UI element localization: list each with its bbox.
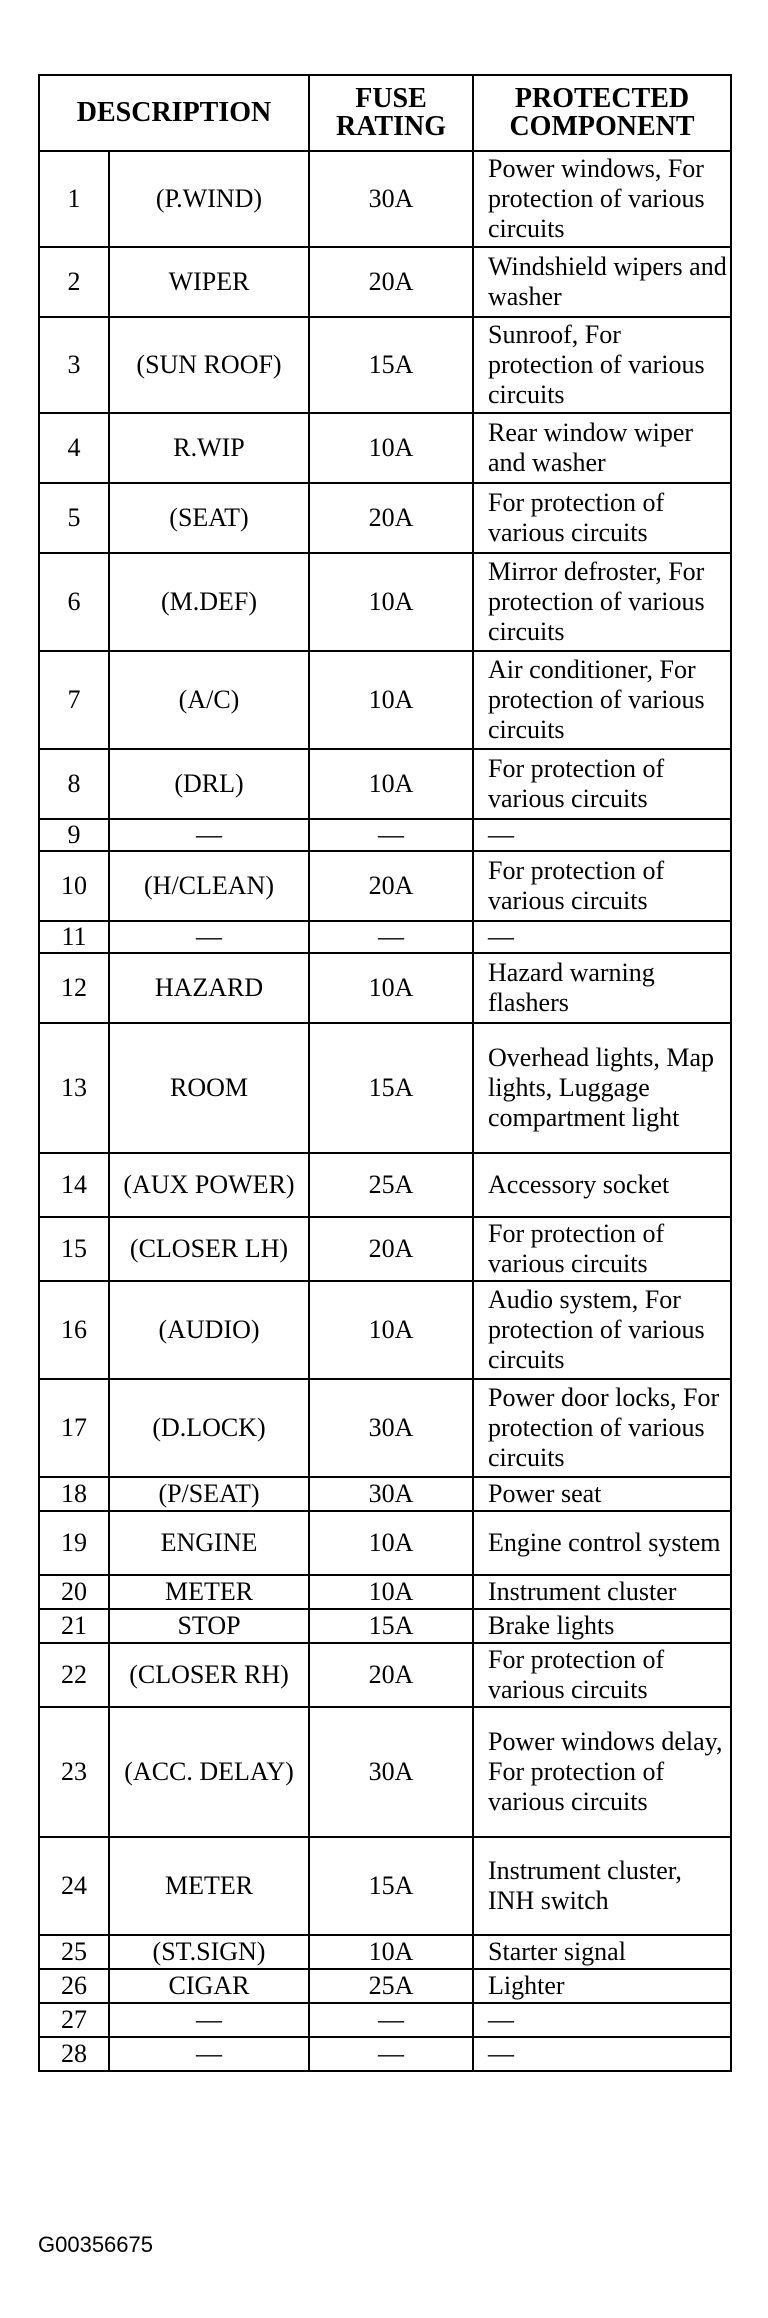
fuse-rating: 20A: [309, 851, 473, 921]
fuse-description: —: [109, 2037, 309, 2071]
protected-component: Mirror defroster, For protection of various circuits: [473, 553, 731, 651]
fuse-number: 16: [39, 1281, 109, 1379]
fuse-number: 25: [39, 1935, 109, 1969]
table-row: [39, 1217, 731, 1281]
fuse-number: 7: [39, 651, 109, 749]
fuse-description: (CLOSER RH): [109, 1643, 309, 1707]
protected-component: Audio system, For protection of various circuits: [473, 1281, 731, 1379]
fuse-table: [38, 74, 732, 2072]
table-row: [39, 1707, 731, 1837]
fuse-rating: 10A: [309, 1511, 473, 1575]
fuse-number: 28: [39, 2037, 109, 2071]
fuse-rating: 30A: [309, 1477, 473, 1511]
fuse-description: (AUDIO): [109, 1281, 309, 1379]
fuse-description: METER: [109, 1837, 309, 1935]
fuse-number: 14: [39, 1153, 109, 1217]
fuse-description: —: [109, 819, 309, 851]
fuse-rating: 10A: [309, 1575, 473, 1609]
fuse-description: ROOM: [109, 1023, 309, 1153]
fuse-rating: 10A: [309, 953, 473, 1023]
fuse-number: 24: [39, 1837, 109, 1935]
protected-component: Power windows, For protection of various circuits: [473, 151, 731, 247]
table-row: [39, 921, 731, 953]
fuse-rating: 10A: [309, 651, 473, 749]
fuse-number: 26: [39, 1969, 109, 2003]
fuse-number: 20: [39, 1575, 109, 1609]
fuse-rating: 20A: [309, 1217, 473, 1281]
table-row: [39, 1477, 731, 1511]
fuse-description: (D.LOCK): [109, 1379, 309, 1477]
protected-component: —: [473, 819, 731, 851]
table-row: [39, 1575, 731, 1609]
fuse-number: 2: [39, 247, 109, 317]
fuse-rating: 10A: [309, 1935, 473, 1969]
fuse-rating: 10A: [309, 413, 473, 483]
fuse-rating: 30A: [309, 151, 473, 247]
table-row: [39, 1609, 731, 1643]
fuse-description: (SEAT): [109, 483, 309, 553]
fuse-description: —: [109, 2003, 309, 2037]
fuse-rating: 15A: [309, 1023, 473, 1153]
fuse-description: WIPER: [109, 247, 309, 317]
fuse-number: 23: [39, 1707, 109, 1837]
fuse-rating: 20A: [309, 1643, 473, 1707]
fuse-rating: 20A: [309, 247, 473, 317]
fuse-number: 4: [39, 413, 109, 483]
table-row: [39, 317, 731, 413]
fuse-rating: 25A: [309, 1153, 473, 1217]
fuse-description: (P.WIND): [109, 151, 309, 247]
fuse-number: 1: [39, 151, 109, 247]
table-row: [39, 1837, 731, 1935]
header-protected-component: PROTECTED COMPONENT: [473, 75, 731, 151]
table-row: [39, 1379, 731, 1477]
header-row: [39, 75, 731, 151]
table-row: [39, 1643, 731, 1707]
fuse-description: (DRL): [109, 749, 309, 819]
fuse-description: (H/CLEAN): [109, 851, 309, 921]
table-row: [39, 953, 731, 1023]
protected-component: Air conditioner, For protection of various circuits: [473, 651, 731, 749]
fuse-number: 10: [39, 851, 109, 921]
fuse-number: 18: [39, 1477, 109, 1511]
protected-component: Sunroof, For protection of various circuits: [473, 317, 731, 413]
protected-component: For protection of various circuits: [473, 851, 731, 921]
fuse-number: 6: [39, 553, 109, 651]
table-row: [39, 749, 731, 819]
fuse-rating: 10A: [309, 1281, 473, 1379]
fuse-number: 9: [39, 819, 109, 851]
protected-component: Starter signal: [473, 1935, 731, 1969]
protected-component: Power door locks, For protection of various circuits: [473, 1379, 731, 1477]
fuse-number: 3: [39, 317, 109, 413]
fuse-rating: —: [309, 921, 473, 953]
table-row: [39, 1281, 731, 1379]
fuse-description: (M.DEF): [109, 553, 309, 651]
table-row: [39, 2003, 731, 2037]
fuse-rating: 15A: [309, 1609, 473, 1643]
fuse-rating: —: [309, 2037, 473, 2071]
protected-component: Rear window wiper and washer: [473, 413, 731, 483]
fuse-rating: 15A: [309, 317, 473, 413]
fuse-description: METER: [109, 1575, 309, 1609]
fuse-description: (P/SEAT): [109, 1477, 309, 1511]
protected-component: —: [473, 2037, 731, 2071]
fuse-rating: 10A: [309, 749, 473, 819]
protected-component: Windshield wipers and washer: [473, 247, 731, 317]
fuse-number: 11: [39, 921, 109, 953]
table-row: [39, 553, 731, 651]
protected-component: For protection of various circuits: [473, 749, 731, 819]
fuse-number: 8: [39, 749, 109, 819]
fuse-description: (CLOSER LH): [109, 1217, 309, 1281]
fuse-rating: 30A: [309, 1379, 473, 1477]
fuse-number: 19: [39, 1511, 109, 1575]
table-row: [39, 1023, 731, 1153]
table-row: [39, 483, 731, 553]
table-row: [39, 413, 731, 483]
protected-component: Power seat: [473, 1477, 731, 1511]
fuse-description: (SUN ROOF): [109, 317, 309, 413]
fuse-description: HAZARD: [109, 953, 309, 1023]
table-row: [39, 1511, 731, 1575]
protected-component: For protection of various circuits: [473, 483, 731, 553]
protected-component: For protection of various circuits: [473, 1217, 731, 1281]
header-fuse-rating: FUSE RATING: [309, 75, 473, 151]
protected-component: Instrument cluster: [473, 1575, 731, 1609]
fuse-rating: —: [309, 2003, 473, 2037]
protected-component: Brake lights: [473, 1609, 731, 1643]
table-row: [39, 819, 731, 851]
fuse-number: 5: [39, 483, 109, 553]
protected-component: Power windows delay, For protection of various circuits: [473, 1707, 731, 1837]
table-row: [39, 1153, 731, 1217]
fuse-rating: —: [309, 819, 473, 851]
fuse-description: CIGAR: [109, 1969, 309, 2003]
fuse-description: ENGINE: [109, 1511, 309, 1575]
table-row: [39, 151, 731, 247]
fuse-number: 22: [39, 1643, 109, 1707]
fuse-rating: 25A: [309, 1969, 473, 2003]
figure-code: G00356675: [38, 2232, 153, 2257]
header-description: DESCRIPTION: [39, 75, 309, 151]
protected-component: Accessory socket: [473, 1153, 731, 1217]
fuse-rating: 30A: [309, 1707, 473, 1837]
protected-component: Instrument cluster, INH switch: [473, 1837, 731, 1935]
fuse-rating: 20A: [309, 483, 473, 553]
fuse-number: 21: [39, 1609, 109, 1643]
fuse-description: (A/C): [109, 651, 309, 749]
fuse-description: (ACC. DELAY): [109, 1707, 309, 1837]
fuse-description: STOP: [109, 1609, 309, 1643]
protected-component: Overhead lights, Map lights, Luggage compartment light: [473, 1023, 731, 1153]
protected-component: —: [473, 2003, 731, 2037]
fuse-description: —: [109, 921, 309, 953]
table-row: [39, 1969, 731, 2003]
fuse-number: 15: [39, 1217, 109, 1281]
fuse-number: 27: [39, 2003, 109, 2037]
fuse-number: 13: [39, 1023, 109, 1153]
protected-component: Hazard warning flashers: [473, 953, 731, 1023]
fuse-number: 17: [39, 1379, 109, 1477]
table-row: [39, 247, 731, 317]
fuse-rating: 15A: [309, 1837, 473, 1935]
table-row: [39, 851, 731, 921]
fuse-rating: 10A: [309, 553, 473, 651]
table-row: [39, 2037, 731, 2071]
protected-component: Lighter: [473, 1969, 731, 2003]
table-row: [39, 1935, 731, 1969]
protected-component: Engine control system: [473, 1511, 731, 1575]
table-row: [39, 651, 731, 749]
protected-component: —: [473, 921, 731, 953]
fuse-description: (AUX POWER): [109, 1153, 309, 1217]
fuse-description: (ST.SIGN): [109, 1935, 309, 1969]
fuse-number: 12: [39, 953, 109, 1023]
fuse-description: R.WIP: [109, 413, 309, 483]
protected-component: For protection of various circuits: [473, 1643, 731, 1707]
